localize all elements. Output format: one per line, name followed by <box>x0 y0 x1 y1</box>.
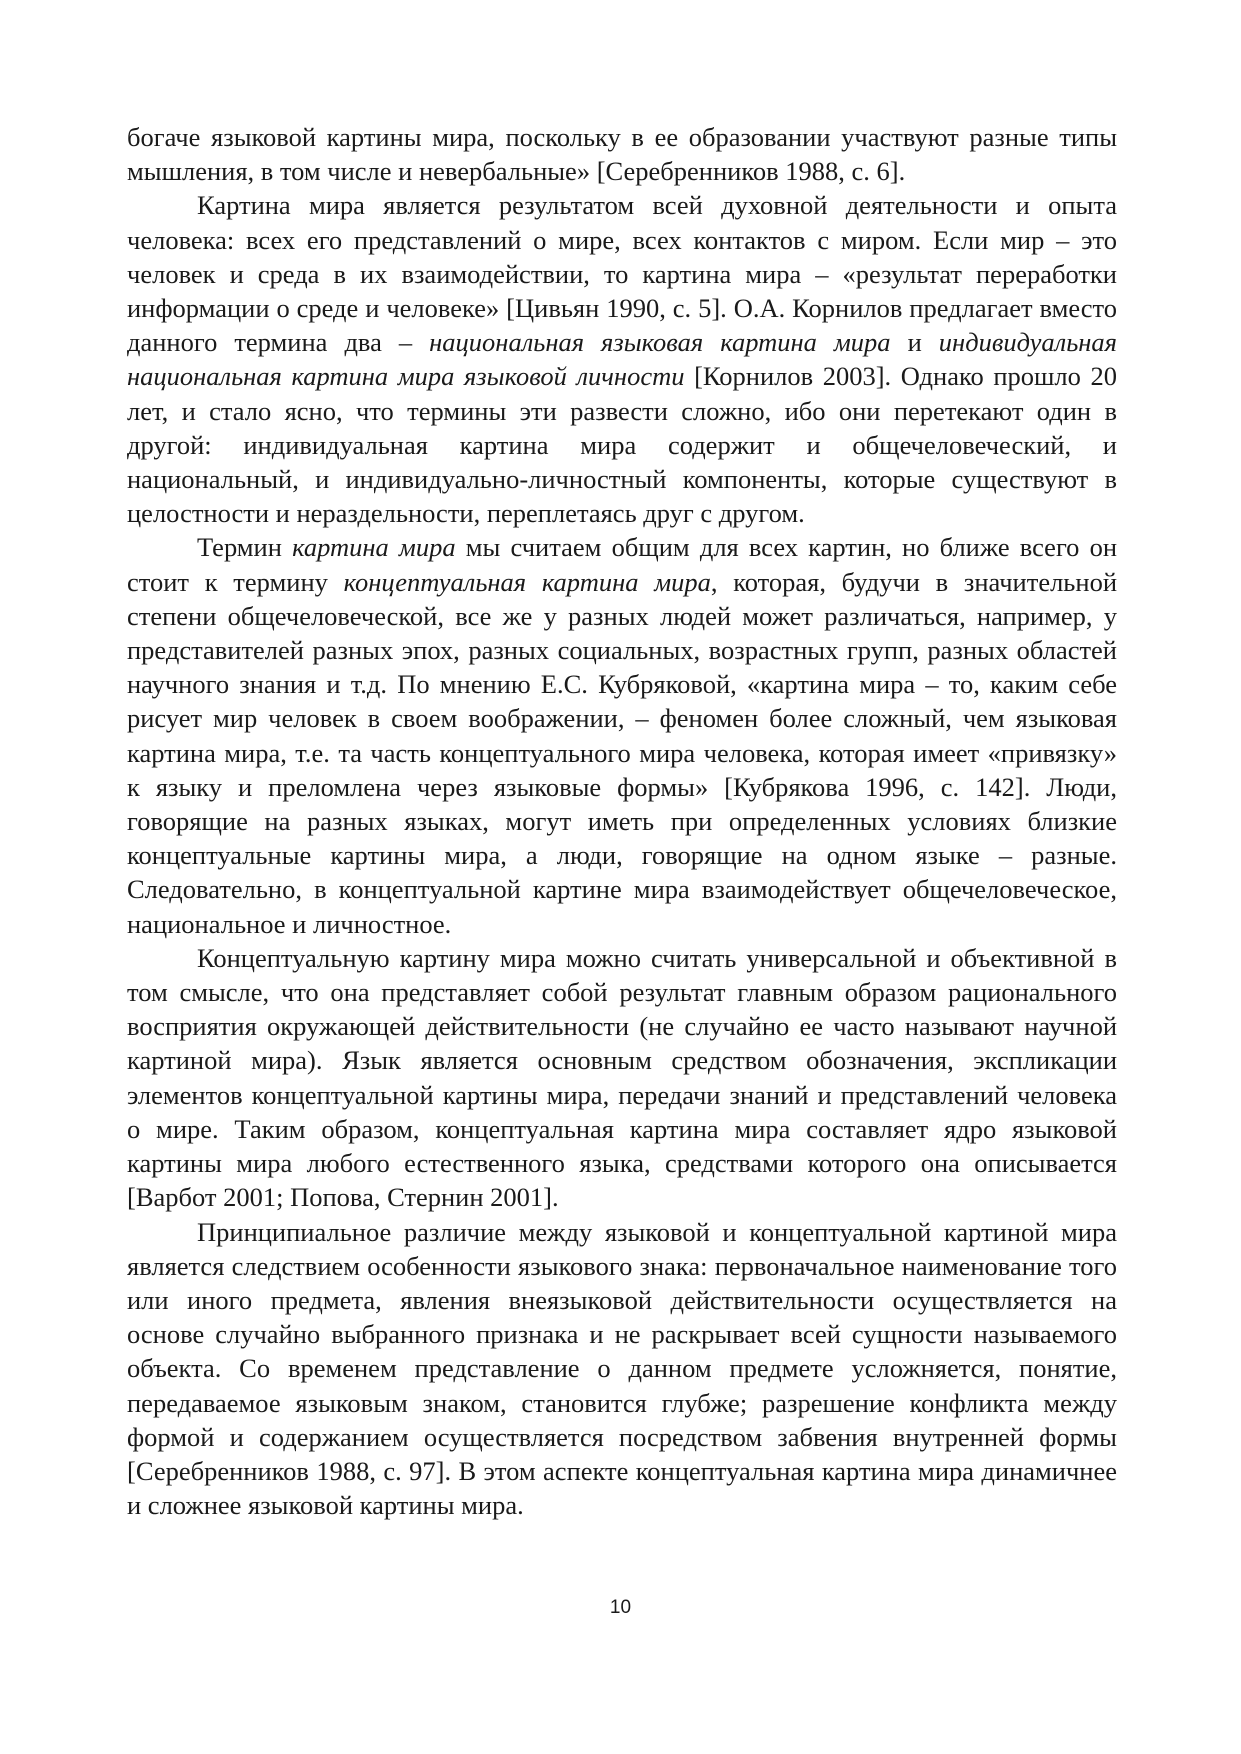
text-run: богаче языковой картины мира, поскольку в ее образовании участвуют разные типы мышления, в том числе и невербальные» [Серебренников 1988, с. 6]. <box>127 122 1117 187</box>
page-number: 10 <box>609 1597 632 1618</box>
paragraph-3 <box>127 530 1117 940</box>
paragraph-2 <box>127 188 1117 530</box>
text-run: Картина мира является результатом всей духовной деятельности и опыта человека: всех его представлений о мире, всех контактов с миром. Если мир – это человек и среда в их взаимодействии, то картина мира – «результат переработки информации о среде и человеке» [Цивьян 1990, с. 5]. О.А. Корнилов предлагает вместо данного термина два – <box>127 190 1117 358</box>
text-run: мы считаем общим для всех картин, но ближе всего он стоит к термину <box>127 532 1117 597</box>
page-body <box>127 120 1117 1522</box>
italic-term: картина мира <box>292 532 456 563</box>
text-run: Концептуальную картину мира можно считать универсальной и объективной в том смысле, что она представляет собой результат главным образом рационального восприятия окружающей действительности (не случайно ее часто называют научной картиной мира). Язык является основным средством обозначения, экспликации элементов концептуальной картины мира, передачи знаний и представлений человека о мире. Таким образом, концептуальная картина мира составляет ядро языковой картины мира любого естественного языка, средствами которого она описывается [Варбот 2001; Попова, Стернин 2001]. <box>127 942 1117 1213</box>
italic-term: индивидуальная национальная картина мира языковой личности <box>127 327 1117 392</box>
italic-term: концептуальная картина мира <box>343 566 711 597</box>
italic-term: национальная языковая картина мира <box>429 327 891 358</box>
text-run: [Корнилов 2003]. Однако прошло 20 лет, и стало ясно, что термины эти развести сложно, ибо они перетекают один в другой: индивидуальная картина мира содержит и общечеловеческий, и национальный, и индивидуально-личностный компоненты, которые существуют в целостности и нераздельности, переплетаясь друг с другом. <box>127 361 1117 529</box>
paragraph-4 <box>127 941 1117 1215</box>
paragraph-1 <box>127 120 1117 188</box>
text-run: Термин <box>197 532 293 563</box>
text-run: , которая, будучи в значительной степени общечеловеческой, все же у разных людей может различаться, например, у представителей разных эпох, разных социальных, возрастных групп, разных областей научного знания и т.д. По мнению Е.С. Кубряковой, «картина мира – то, каким себе рисует мир человек в своем воображении, – феномен более сложный, чем языковая картина мира, т.е. та часть концептуального мира человека, которая имеет «привязку» к языку и преломлена через языковые формы» [Кубрякова 1996, с. 142]. Люди, говорящие на разных языках, могут иметь при определенных условиях близкие концептуальные картины мира, а люди, говорящие на одном языке – разные. Следовательно, в концептуальной картине мира взаимодействует общечеловеческое, национальное и личностное. <box>127 566 1118 939</box>
text-run: Принципиальное различие между языковой и концептуальной картиной мира является следствием особенности языкового знака: первоначальное наименование того или иного предмета, явления внеязыковой действительности осуществляется на основе случайно выбранного признака и не раскрывает всей сущности называемого объекта. Со временем представление о данном предмете усложняется, понятие, передаваемое языковым знаком, становится глубже; разрешение конфликта между формой и содержанием осуществляется посредством забвения внутренней формы [Серебренников 1988, с. 97]. В этом аспекте концептуальная картина мира динамичнее и сложнее языковой картины мира. <box>127 1216 1117 1521</box>
paragraph-5 <box>127 1215 1117 1523</box>
text-run: и <box>890 327 939 358</box>
